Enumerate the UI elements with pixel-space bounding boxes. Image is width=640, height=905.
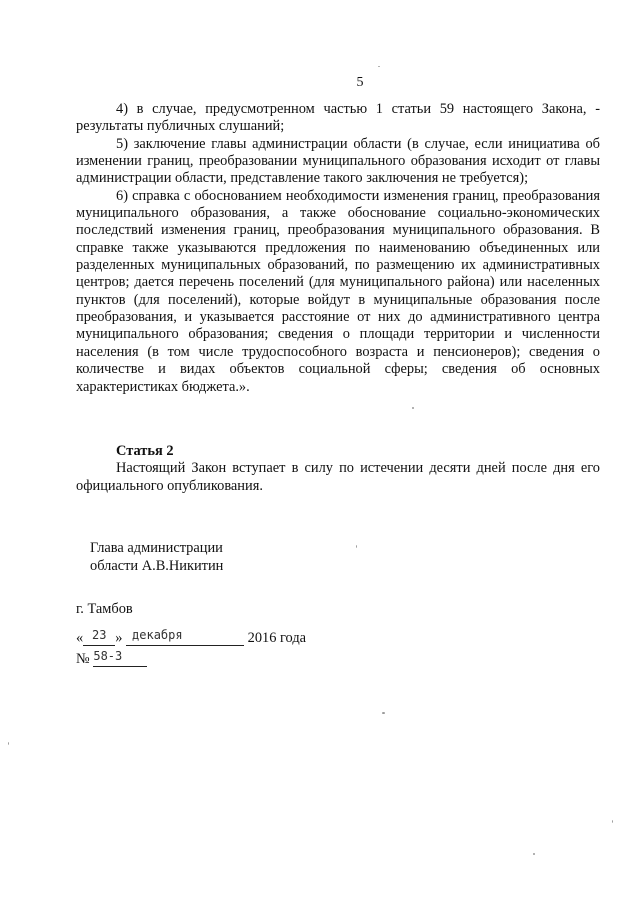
article-title: Статья 2: [116, 443, 174, 459]
scan-speck: [533, 853, 535, 855]
signature-position: Глава администрации: [90, 540, 223, 556]
date-day-field: [83, 628, 115, 646]
article-2-section: [76, 443, 600, 495]
law-number: [76, 651, 147, 668]
date-close-quote: »: [115, 630, 123, 646]
city-name: г. Тамбов: [76, 601, 133, 617]
signature-name: области А.В.Никитин: [90, 557, 224, 574]
signature-block: [90, 540, 223, 575]
date-month-handwritten: декабря: [132, 628, 183, 642]
page-number: 5: [356, 75, 364, 90]
paragraph-item-6: 6) справка с обоснованием необходимости изменения границ, преобразования муниципального образования, а также обоснование социально-экономических последствий изменения границ, преобразования муниципального образования. В справке также указываются предложения по наименованию объединенных или разделенных муниципальных образований, по размещению их административных центров; дается перечень поселений (для муниципального района) или населенных пунктов (для поселений), которые войдут в муниципальные образования после преобразования, и указывается расстояние от них до административного центра муниципального образования; сведения о площади территории и численности населения (в том числе трудоспособного возраста и пенсионеров); сведения о количестве и видах объектов социальной сферы; сведения об основных характеристиках бюджета.».: [76, 187, 600, 395]
scan-speck: [8, 742, 9, 745]
law-body-text: [76, 101, 600, 396]
date-month-field: [126, 628, 244, 646]
scan-speck: [378, 66, 380, 67]
date-year: 2016 года: [247, 630, 307, 646]
paragraph-item-5: 5) заключение главы администрации области (в случае, если инициатива об изменении границ, преобразовании муниципального образования исходит от главы администрации области, представление такого заключения не требуется);: [76, 135, 600, 187]
scan-speck: [412, 407, 414, 409]
number-sign: №: [76, 651, 90, 667]
date-day-handwritten: 23: [91, 628, 107, 642]
number-field: [93, 649, 147, 667]
paragraph-item-4: 4) в случае, предусмотренном частью 1 статьи 59 настоящего Закона, - результаты публичных слушаний;: [76, 101, 600, 135]
scan-speck: [612, 820, 613, 823]
signing-date: [76, 630, 306, 647]
date-open-quote: «: [76, 630, 84, 646]
article-text: Настоящий Закон вступает в силу по истечении десяти дней после дня его официального опубликования.: [76, 460, 600, 494]
number-handwritten: 58-З: [93, 649, 123, 663]
scan-speck: [382, 712, 385, 714]
scan-speck: [356, 545, 357, 548]
